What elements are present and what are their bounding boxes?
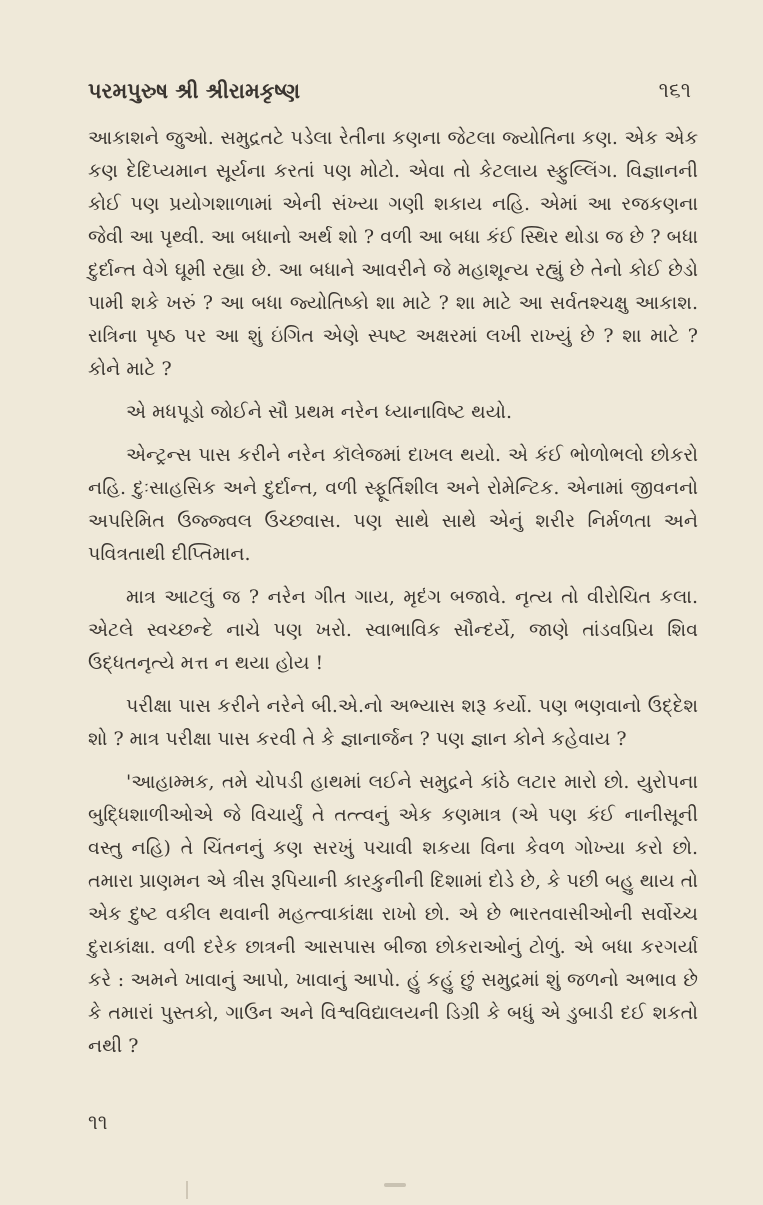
- signature-mark: ૧૧: [88, 1110, 108, 1134]
- body-text: [88, 122, 698, 1063]
- paragraph-college: એન્ટ્રન્સ પાસ કરીને નરેન કૉલેજમાં દાખલ થયો. એ કંઈ ભોળોભલો છોકરો નહિ. દુઃસાહસિક અને દુર્દાન્ત, વળી સ્ફૂર્તિશીલ અને રોમેન્ટિક. એનામાં જીવનનો અપરિમિત ઉજ્જ્વલ ઉચ્છ્વાસ. પણ સાથે સાથે એનું શરીર નિર્મળતા અને પવિત્રતાથી દીપ્તિમાન.: [88, 444, 698, 565]
- page-edge-mark: [186, 1181, 188, 1199]
- paragraph-sky: આકાશને જુઓ. સમુદ્રતટે પડેલા રેતીના કણના જેટલા જ્યોતિના કણ. એક એક કણ દેદિપ્યમાન સૂર્યના કરતાં પણ મોટો. એવા તો કેટલાય સ્ફુલ્લિંગ. વિજ્ઞાનની કોઈ પણ પ્રયોગશાળામાં એની સંખ્યા ગણી શકાય નહિ. એમાં આ રજકણના જેવી આ પૃથ્વી. આ બધાનો અર્થ શો ? વળી આ બધા કંઈ સ્થિર થોડા જ છે ? બધા દુર્દાન્ત વેગે ઘૂમી રહ્યા છે. આ બધાને આવરીને જે મહાશૂન્ય રહ્યું છે તેનો કોઈ છેડો પામી શકે ખરું ? આ બધા જ્યોતિષ્કો શા માટે ? શા માટે આ સર્વતશ્ચક્ષુ આકાશ. રાત્રિના પૃષ્ઠ પર આ શું ઇંગિત એણે સ્પષ્ટ અક્ષરમાં લખી રાખ્યું છે ? શા માટે ? કોને માટે ?: [88, 127, 698, 380]
- page-number: ૧૬૧: [658, 78, 691, 102]
- ink-smudge: [384, 1183, 406, 1187]
- paragraph-music: માત્ર આટલું જ ? નરેન ગીત ગાય, મૃદંગ બજાવે. નૃત્ય તો વીરોચિત કલા. એટલે સ્વચ્છન્દે નાચે પણ ખરો. સ્વાભાવિક સૌન્દર્યે, જાણે તાંડવપ્રિય શિવ ઉદ્ધતનૃત્યે મત્ત ન થયા હોય !: [88, 586, 698, 674]
- running-title: પરમપુરુષ શ્રી શ્રીરામકૃષ્ણ: [88, 78, 301, 103]
- page-header: [88, 78, 691, 114]
- paragraph-quote: 'આહામ્મક, તમે ચોપડી હાથમાં લઈને સમુદ્રને કાંઠે લટાર મારો છો. યુરોપના બુદ્ધિશાળીઓએ જે વિચાર્યું તે તત્ત્વનું એક કણમાત્ર (એ પણ કંઈ નાનીસૂની વસ્તુ નહિ) તે ચિંતનનું કણ સરખું પચાવી શકયા વિના કેવળ ગોખ્યા કરો છો. તમારા પ્રાણમન એ ત્રીસ રૂપિયાની કારકુનીની દિશામાં દોડે છે, કે પછી બહુ થાય તો એક દુષ્ટ વકીલ થવાની મહત્ત્વાકાંક્ષા રાખો છો. એ છે ભારતવાસીઓની સર્વોચ્ચ દુરાકાંક્ષા. વળી દરેક છાત્રની આસપાસ બીજા છોકરાઓનું ટોળું. એ બધા કરગર્યા કરે : અમને ખાવાનું આપો, ખાવાનું આપો. હું કહું છું સમુદ્રમાં શું જળનો અભાવ છે કે તમારાં પુસ્તકો, ગાઉન અને વિશ્વવિદ્યાલયની ડિગ્રી કે બધું એ ડુબાડી દઈ શકતો નથી ?: [88, 771, 698, 1057]
- paragraph-beehive: એ મધપૂડો જોઈને સૌ પ્રથમ નરેન ધ્યાનાવિષ્ટ થયો.: [126, 401, 513, 423]
- paragraph-exam: પરીક્ષા પાસ કરીને નરેને બી.એ.નો અભ્યાસ શરૂ કર્યો. પણ ભણવાનો ઉદ્દેશ શો ? માત્ર પરીક્ષા પાસ કરવી તે કે જ્ઞાનાર્જન ? પણ જ્ઞાન કોને કહેવાય ?: [88, 695, 698, 750]
